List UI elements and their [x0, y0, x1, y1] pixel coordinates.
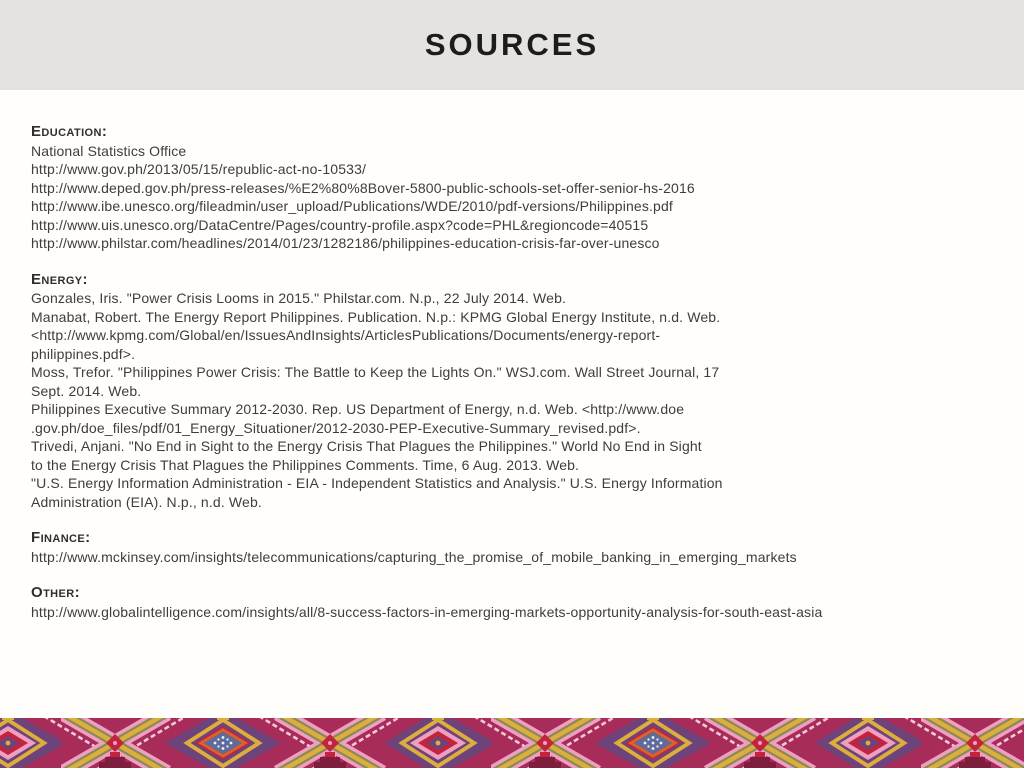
source-line: Philippines Executive Summary 2012-2030. Rep. US Department of Energy, n.d. Web. <http://www.doe	[31, 401, 685, 417]
source-line: http://www.gov.ph/2013/05/15/republic-act-no-10533/	[31, 161, 367, 177]
page-title: SOURCES	[424, 27, 600, 62]
textile-border-pattern	[0, 718, 1024, 768]
source-line: http://www.globalintelligence.com/insights/all/8-success-factors-in-emerging-markets-opportunity-analysis-for-south-east-asia	[31, 603, 823, 620]
source-line: Manabat, Robert. The Energy Report Philippines. Publication. N.p.: KPMG Global Energy Institute, n.d. Web.	[31, 308, 721, 325]
source-line: <http://www.kpmg.com/Global/en/IssuesAndInsights/ArticlesPublications/Documents/energy-report-	[31, 327, 661, 343]
source-line: .gov.ph/doe_files/pdf/01_Energy_Situationer/2012-2030-PEP-Executive-Summary_revised.pdf>.	[31, 419, 641, 436]
source-line: Sept. 2014. Web.	[31, 382, 142, 399]
section-other	[31, 584, 993, 621]
source-line: Moss, Trefor. "Philippines Power Crisis: The Battle to Keep the Lights On." WSJ.com. Wall Street Journal, 17	[31, 364, 720, 380]
source-line: Gonzales, Iris. "Power Crisis Looms in 2015." Philstar.com. N.p., 22 July 2014. Web.	[31, 290, 567, 306]
source-line: http://www.philstar.com/headlines/2014/01/23/1282186/philippines-education-crisis-far-over-unesco	[31, 235, 660, 251]
source-line: http://www.ibe.unesco.org/fileadmin/user_upload/Publications/WDE/2010/pdf-versions/Philippines.pdf	[31, 198, 673, 214]
source-line: Administration (EIA). N.p., n.d. Web.	[31, 493, 262, 510]
section-heading: Finance:	[31, 529, 91, 546]
section-heading: Other:	[31, 584, 81, 601]
source-line: Trivedi, Anjani. "No End in Sight to the Energy Crisis That Plagues the Philippines." World No End in Sight	[31, 438, 702, 454]
source-line: National Statistics Office	[31, 142, 187, 159]
section-heading: Energy:	[31, 270, 88, 288]
source-line: to the Energy Crisis That Plagues the Philippines Comments. Time, 6 Aug. 2013. Web.	[31, 456, 580, 473]
source-line: "U.S. Energy Information Administration - EIA - Independent Statistics and Analysis." U.S. Energy Information	[31, 475, 723, 491]
section-heading: Education:	[31, 123, 108, 140]
source-line: http://www.uis.unesco.org/DataCentre/Pages/country-profile.aspx?code=PHL&regioncode=40515	[31, 216, 649, 233]
source-line: http://www.deped.gov.ph/press-releases/%E2%80%8Bover-5800-public-schools-set-offer-senior-hs-2016	[31, 179, 695, 196]
section-energy	[31, 271, 993, 512]
slide-header	[0, 0, 1024, 90]
section-finance	[31, 529, 993, 566]
sources-list	[0, 90, 1024, 621]
source-line: philippines.pdf>.	[31, 345, 136, 362]
source-line: http://www.mckinsey.com/insights/telecommunications/capturing_the_promise_of_mobile_banking_in_emerging_markets	[31, 548, 797, 565]
section-education	[31, 123, 993, 253]
